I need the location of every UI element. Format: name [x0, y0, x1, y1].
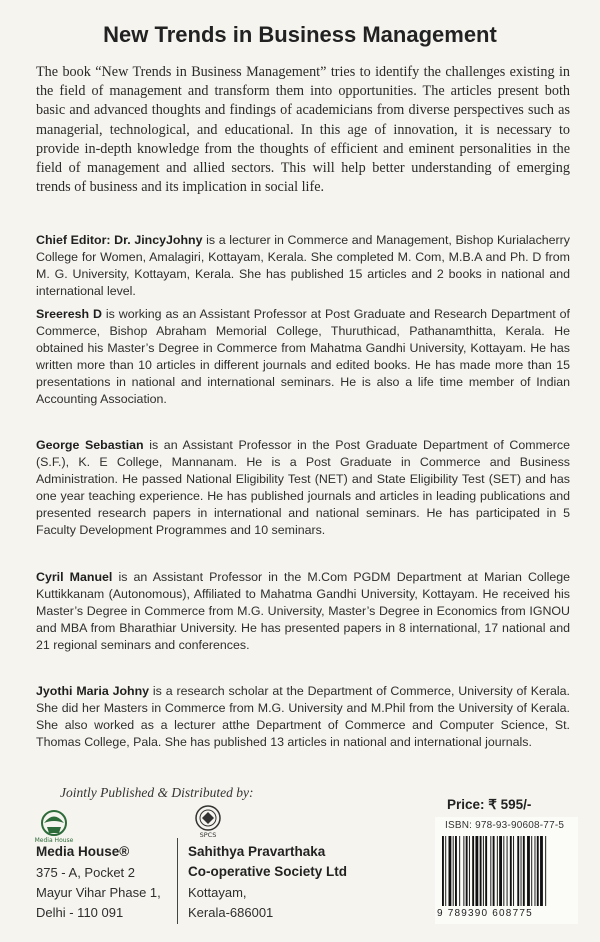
isbn-label: ISBN: 978-93-90608-77-5 [445, 820, 565, 831]
jointly-published-heading: Jointly Published & Distributed by: [60, 785, 254, 800]
media-house-logo-icon [32, 808, 76, 844]
publisher-spcs-address-1: Kottayam, [188, 885, 247, 900]
bio-sreeresh [36, 306, 570, 407]
bio-chief-editor [36, 232, 570, 300]
bio-text: is working as an Assistant Professor at Post Graduate and Research Department of Commerce, Bishop Abraham Memorial College, Thuruthicad, Pathanamthitta, Kerala. He obtained his Master’s Degree in Commerce from Mahatma Gandhi University, Kottayam. He has written more than 10 articles in different journals and edited books. He has made more than 15 presentations in national and international seminars. He is also a life time member of Indian Accounting Association. [36, 307, 571, 406]
publisher-spcs-address-2: Kerala-686001 [188, 905, 274, 920]
book-title: New Trends in Business Management [103, 22, 497, 47]
barcode-digits: 9 789390 608775 [437, 908, 533, 919]
bio-text: is an Assistant Professor in the Post Graduate Department of Commerce (S.F.), K. E College, Mannanam. He is a Post Graduate in Commerce and Business Administration. He passed National Eligibility Test (NET) and State Eligibility Test (SET) and has one year teaching experience. He has published journals and articles in leading publications and presented research papers in international and national seminars. He has participated in 5 Faculty Development Programmes and 10 seminars. [36, 438, 570, 537]
svg-text:SPCS: SPCS [199, 831, 217, 839]
spcs-logo-icon [191, 804, 225, 840]
publisher-media-house-address-2: Mayur Vihar Phase 1, [36, 885, 161, 900]
bio-name: George Sebastian [36, 438, 144, 452]
bio-jyothi [36, 683, 570, 751]
bio-cyril [36, 569, 570, 654]
publisher-spcs-name-1: Sahithya Pravarthaka [188, 844, 326, 859]
bio-text: is a research scholar at the Department of Commerce, University of Kerala. She did her Masters in Commerce from M.G. University and M.Phil from the University of Kerala. She also worked as a lecturer atthe Department of Commerce and Computer Science, St. Thomas College, Pala. She has published 13 articles in national and international journals. [36, 684, 570, 749]
bio-name: Chief Editor: Dr. JincyJohny [36, 233, 203, 247]
bio-name: Cyril Manuel [36, 570, 113, 584]
bio-text: is an Assistant Professor in the M.Com PGDM Department at Marian College Kuttikkanam (Autonomous), Affiliated to Mahatma Gandhi University, Kottayam. He received his Master’s Degree in Commerce from M.G. University, Master’s Degree in Economics from IGNOU and MBA from Bharathiar University. He has presented papers in 8 international, 17 national and 21 regional seminars and conferences. [36, 570, 570, 652]
barcode-icon [440, 836, 574, 908]
price-label: Price: ₹ 595/- [447, 797, 532, 812]
svg-text:Media House: Media House [34, 837, 74, 844]
book-description: The book “New Trends in Business Management” tries to identify the challenges existing in the field of management and transform them into opportunities. The articles present both basic and advanced thoughts and findings of academicians from diverse perspectives such as managerial, technological, and educational. In this age of innovation, it is necessary to provide in-depth knowledge from the thoughts of efficient and eminent personalities in the field of management and allied sectors. This will help better understanding of emerging trends of business and its implication in social life. [36, 64, 570, 196]
bio-text: is a lecturer in Commerce and Management, Bishop Kurialacherry College for Women, Amalagiri, Kottayam, Kerala. She completed M. Com, M.B.A and Ph. D from M. G. University, Kottayam, Kerala. She has published 15 articles and 2 books in national and international level. [36, 233, 570, 298]
publisher-spcs-name-2: Co-operative Society Ltd [188, 864, 348, 879]
bio-name: Jyothi Maria Johny [36, 684, 150, 698]
publisher-media-house-address-3: Delhi - 110 091 [36, 905, 124, 920]
bio-name: Sreeresh D [36, 307, 102, 321]
publisher-media-house-address-1: 375 - A, Pocket 2 [36, 865, 136, 880]
publisher-divider [177, 838, 178, 924]
bio-george [36, 437, 570, 538]
publisher-media-house-name: Media House® [36, 844, 130, 859]
